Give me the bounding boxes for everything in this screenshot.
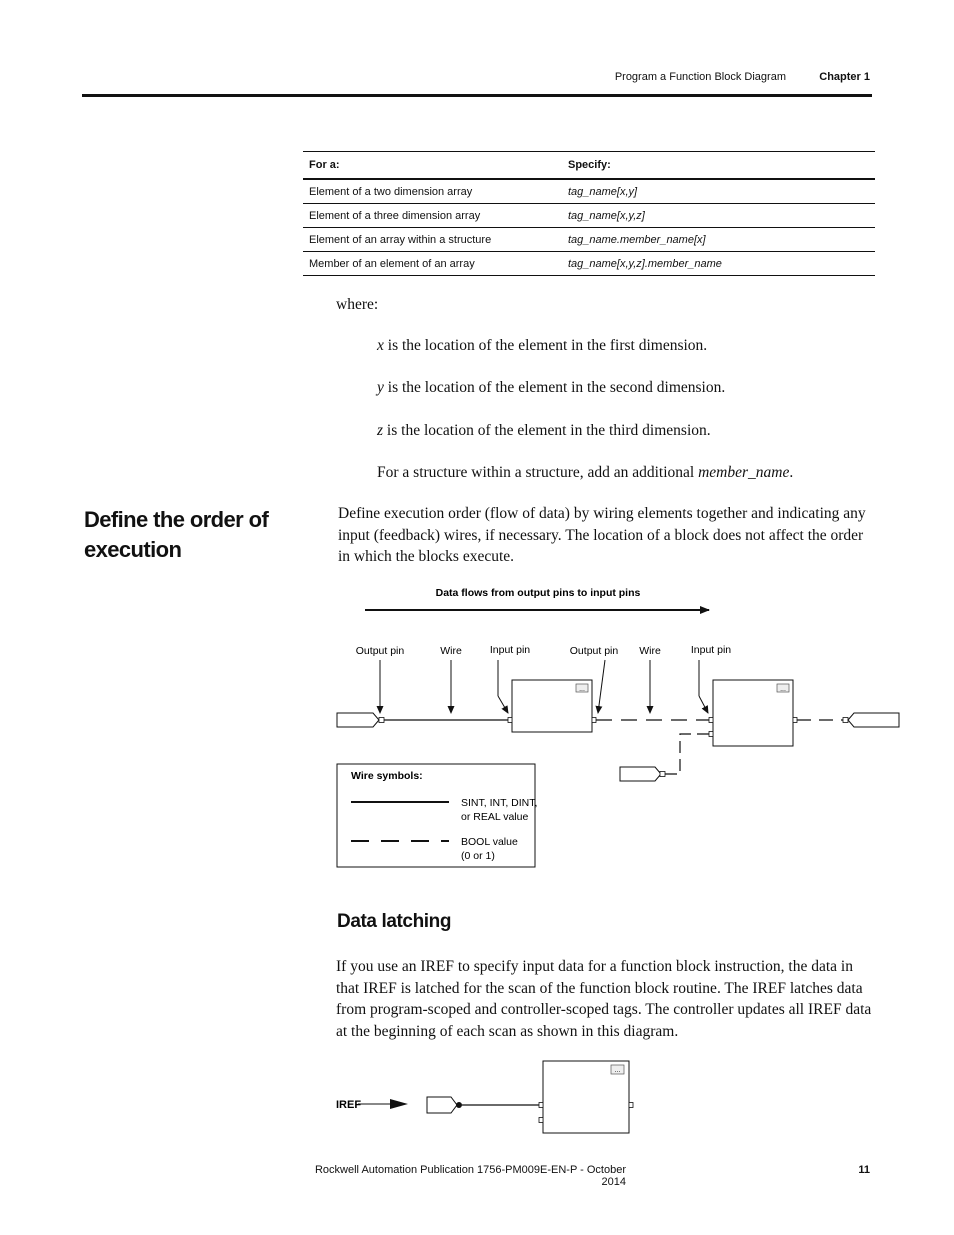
- block-1-menu-dots: ...: [579, 686, 585, 693]
- var-y: y: [377, 379, 384, 396]
- table-cell-syntax: tag_name[x,y,z]: [562, 204, 875, 228]
- subsection-paragraph: If you use an IREF to specify input data for a function block instruction, the data in that IREF is latched for the scan of the function block routine. The IREF latches data from program-scoped and controller-scoped tags. The controller updates all IREF data at the beginning of each scan as shown in this diagram.: [336, 958, 872, 1040]
- table-cell-syntax: tag_name.member_name[x]: [562, 228, 875, 252]
- legend-solid-label-2: or REAL value: [461, 811, 529, 823]
- table-cell-item: Element of an array within a structure: [303, 228, 562, 252]
- table-cell-syntax: tag_name[x,y,z].member_name: [562, 252, 875, 276]
- output-reference-tag: [848, 713, 899, 727]
- legend-title: Wire symbols:: [351, 770, 423, 782]
- tag-output-pin: [379, 718, 384, 723]
- iref-block-output-pin: [629, 1103, 633, 1108]
- var-x: x: [377, 337, 384, 354]
- iref-block-input-pin-2: [539, 1118, 543, 1123]
- where-intro: where:: [336, 296, 379, 313]
- legend-dashed-label-2: (0 or 1): [461, 850, 495, 862]
- var-z: z: [377, 422, 384, 439]
- iref-block-input-pin-1: [539, 1103, 543, 1108]
- table-header-specify: Specify:: [562, 152, 875, 180]
- table-cell-item: Element of a three dimension array: [303, 204, 562, 228]
- pointer-input-pin-2-b: [699, 696, 708, 713]
- dashed-wire-2: [664, 734, 709, 774]
- legend-solid-label-1: SINT, INT, DINT,: [461, 797, 538, 809]
- table-header-for: For a:: [303, 152, 562, 180]
- label-wire-1: Wire: [440, 645, 462, 657]
- block-1-input-pin: [508, 718, 512, 723]
- page-number: 11: [858, 1164, 870, 1176]
- definition-x-text: is the location of the element in the first dimension.: [383, 337, 708, 354]
- iref-tag: [427, 1097, 457, 1113]
- label-output-pin-2: Output pin: [569, 645, 619, 657]
- input-reference-tag-2: [620, 767, 661, 781]
- flow-label: Data flows from output pins to input pins: [435, 587, 641, 599]
- section-paragraph: Define execution order (flow of data) by wiring elements together and indicating any input (feedback) wires, if necessary. The location of a block does not affect the order in which the blocks execute.: [338, 505, 866, 565]
- iref-tag-pin: [456, 1102, 462, 1108]
- input-reference-tag: [337, 713, 379, 727]
- pointer-input-pin-1-b: [498, 696, 508, 713]
- label-input-pin-2: Input pin: [690, 644, 732, 656]
- table-cell-item: Member of an element of an array: [303, 252, 562, 276]
- block-2-input-pin-2: [709, 732, 713, 737]
- running-header-title: Program a Function Block Diagram: [614, 71, 786, 83]
- section-heading: Define the order of execution: [84, 507, 269, 562]
- table-cell-item: Element of a two dimension array: [303, 179, 562, 204]
- definition-z-text: is the location of the element in the third dimension.: [383, 422, 711, 439]
- definition-structure-end: .: [789, 464, 794, 481]
- subsection-heading: Data latching: [337, 911, 452, 932]
- var-member-name: member_name: [698, 464, 790, 481]
- iref-block-menu-dots: ...: [614, 1067, 621, 1074]
- table-cell-syntax: tag_name[x,y]: [562, 179, 875, 204]
- label-wire-2: Wire: [639, 645, 661, 657]
- block-1-output-pin: [592, 718, 596, 723]
- definition-y-text: is the location of the element in the second dimension.: [383, 379, 726, 396]
- label-output-pin-1: Output pin: [355, 645, 405, 657]
- block-2-input-pin-1: [709, 718, 713, 723]
- legend-dashed-label-1: BOOL value: [461, 836, 518, 848]
- otag-input-pin: [843, 718, 848, 723]
- iref-arrowhead: [390, 1099, 408, 1109]
- running-header-chapter: Chapter 1: [819, 71, 870, 83]
- definition-structure-text: For a structure within a structure, add an additional: [377, 464, 699, 481]
- block-2-output-pin: [793, 718, 797, 723]
- block-2-menu-dots: ...: [780, 686, 786, 693]
- footer-publication: Rockwell Automation Publication 1756-PM009E-EN-P - October 2014: [314, 1164, 626, 1188]
- iref-label: IREF: [336, 1099, 362, 1111]
- pointer-output-pin-2: [598, 660, 605, 713]
- tag-2-output-pin: [660, 772, 665, 777]
- label-input-pin-1: Input pin: [489, 644, 531, 656]
